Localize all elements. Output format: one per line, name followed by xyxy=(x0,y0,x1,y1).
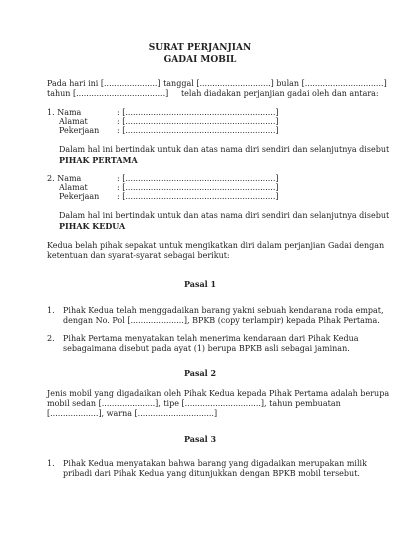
party2-address-label: Alamat xyxy=(59,183,88,192)
party2-name-value: : [...........................................................] xyxy=(117,174,279,183)
party2-role: PIHAK KEDUA xyxy=(59,221,126,231)
party1-address-label: Alamat xyxy=(59,117,88,126)
pasal2-line-2: mobil sedan [.....................], tipe [..............................], tahun pembuatan xyxy=(47,399,341,408)
pasal3-item1-number: 1. xyxy=(47,459,55,468)
pasal1-item1-line2: dengan No. Pol [.....................], BPKB (copy terlampir) kepada Pihak Pertama. xyxy=(63,316,380,325)
title-line-2: GADAI MOBIL xyxy=(163,55,237,65)
pasal2-line-1: Jenis mobil yang digadaikan oleh Pihak Kedua kepada Pihak Pertama adalah berupa xyxy=(47,389,390,398)
party1-job-value: : [...........................................................] xyxy=(117,126,279,135)
party1-note: Dalam hal ini bertindak untuk dan atas nama diri sendiri dan selanjutnya disebut xyxy=(59,145,390,154)
pasal1-item1-line1: Pihak Kedua telah menggadaikan barang yakni sebuah kendarana roda empat, xyxy=(63,306,384,315)
party2-job-value: : [...........................................................] xyxy=(117,192,279,201)
pasal1-item2-number: 2. xyxy=(47,334,55,343)
intro-line-2: tahun [...................................] telah diadakan perjanjian gadai oleh dan antara: xyxy=(47,89,379,98)
pasal1-heading: Pasal 1 xyxy=(183,279,217,289)
title-line-1: SURAT PERJANJIAN xyxy=(148,43,252,53)
party1-address-value: : [...........................................................] xyxy=(117,117,279,126)
pasal2-line-3: [...................], warna [..............................] xyxy=(47,409,218,418)
party1-number: 1. Nama xyxy=(47,108,82,117)
pasal3-item1-line2: pribadi dari Pihak Kedua yang ditunjukkan dengan BPKB mobil tersebut. xyxy=(63,469,360,478)
pasal1-item2-line2: sebagaimana disebut pada ayat (1) berupa BPKB asli sebagai jaminan. xyxy=(63,344,350,353)
pasal3-heading: Pasal 3 xyxy=(183,434,217,444)
party2-number: 2. Nama xyxy=(47,174,82,183)
intro-line-1: Pada hari ini [.....................] tanggal [............................] bulan [...............................] xyxy=(47,79,387,88)
party2-address-value: : [...........................................................] xyxy=(117,183,279,192)
pasal1-item2-line1: Pihak Pertama menyatakan telah menerima kendaraan dari Pihak Kedua xyxy=(63,334,359,343)
party2-job-label: Pekerjaan xyxy=(59,192,100,201)
party2-note: Dalam hal ini bertindak untuk dan atas nama diri sendiri dan selanjutnya disebut xyxy=(59,211,390,220)
party1-job-label: Pekerjaan xyxy=(59,126,100,135)
pasal3-item1-line1: Pihak Kedua menyatakan bahwa barang yang digadaikan merupakan milik xyxy=(63,459,367,468)
party1-name-value: : [...........................................................] xyxy=(117,108,279,117)
pasal1-item1-number: 1. xyxy=(47,306,55,315)
agreement-line-1: Kedua belah pihak sepakat untuk mengikatkan diri dalam perjanjian Gadai dengan xyxy=(47,241,385,250)
party1-role: PIHAK PERTAMA xyxy=(59,155,138,165)
agreement-line-2: ketentuan dan syarat-syarat sebagai berikut: xyxy=(47,251,230,260)
pasal2-heading: Pasal 2 xyxy=(183,368,217,378)
